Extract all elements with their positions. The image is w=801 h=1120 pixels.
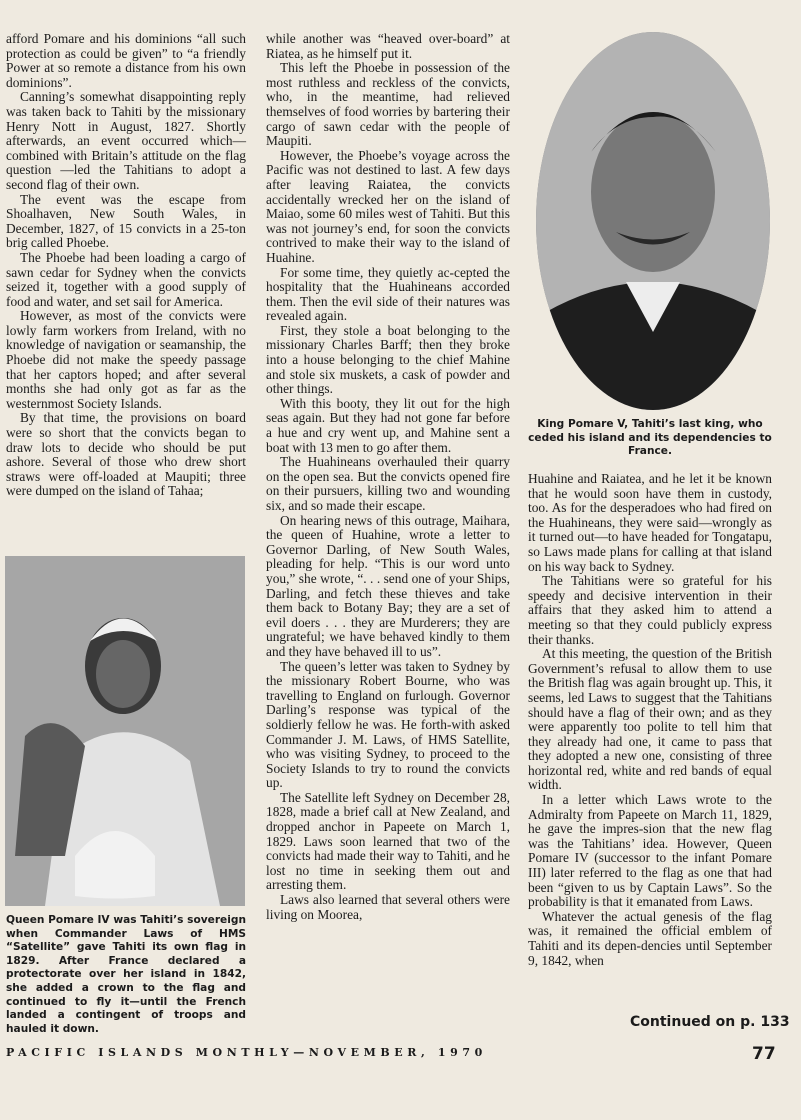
article-column-3 [528,472,772,968]
paragraph: Laws also learned that several others were living on Moorea, [266,892,510,922]
article-column-1 [6,32,246,499]
queen-pomare-iv-photo [5,556,245,906]
paragraph: The Phoebe had been loading a cargo of sawn cedar for Sydney when the convicts seized it, together with a good supply of food and water, and set sail for America. [6,249,246,309]
paragraph: The Huahineans overhauled their quarry on the open sea. But the convicts opened fire on their pursuers, killing two and wounding six, and so made their escape. [266,454,510,513]
portrait-illustration [5,556,245,906]
paragraph: At this meeting, the question of the British Government’s refusal to allow them to use the British flag was again brought up. This, it seems, led Laws to suggest that the Tahitians should have a flag of their own; and as they were apparently too polite to tell him that they already had one, it came to pass that they adopted a new one, consisting of three horizontal red, white and red bands of equal width. [528,646,772,793]
paragraph: In a letter which Laws wrote to the Admiralty from Papeete on March 11, 1829, he gave the impres-sion that the new flag was the Tahitians’ idea. However, Queen Pomare IV (successor to the infant Pomare III) later referred to the flag as one that had been “given to us by Captain Laws”. So the probability is that it emanated from Laws. [528,792,772,910]
paragraph: This left the Phoebe in possession of the most ruthless and reckless of the convicts, who, in the meantime, had relieved themselves of food worries by bartering their cargo of sawn cedar with the people of Maupiti. [266,60,510,149]
page-footer: PACIFIC ISLANDS MONTHLY—NOVEMBER, 1970 [6,1046,487,1059]
king-photo-caption: King Pomare V, Tahiti’s last king, who ceded his island and its dependencies to France. [528,418,772,458]
king-pomare-v-photo [536,32,770,410]
paragraph: The Tahitians were so grateful for his speedy and decisive intervention in their affairs that they asked him to attend a meeting so that they could publicly express their thanks. [528,573,772,647]
paragraph: However, as most of the convicts were lowly farm workers from Ireland, with no knowledge of navigation or seamanship, the Phoebe did not make the speedy passage that her captors hoped; and after several months she had only got as far as the westernmost Society Islands. [6,308,246,411]
queen-photo-caption: Queen Pomare IV was Tahiti’s sovereign when Commander Laws of HMS “Satellite” gave Tahiti its own flag in 1829. After France declared a protectorate over her island in 1842, she added a crown to the flag and continued to fly it—until the French landed a contingent of troops and hauled it down. [6,914,246,1035]
paragraph: By that time, the provisions on board were so short that the convicts began to draw lots to decide who should be put ashore. Several of those who drew short straws were off-loaded at Maupiti; three were dumped on the island of Tahaa; [6,410,246,499]
article-column-2 [266,32,510,922]
paragraph: Whatever the actual genesis of the flag was, it remained the official emblem of Tahiti and its depen-dencies until September 9, 1842, when [528,908,772,968]
paragraph: Huahine and Raiatea, and he let it be known that he would soon have them in custody, too. As for the desperadoes who had fired on the Huahineans, they were said—wrongly as it turned out—to have headed for Tongatapu, so Laws made plans for calling at that island on his way back to Sydney. [528,471,772,574]
paragraph: For some time, they quietly ac-cepted the hospitality that the Huahineans accorded them. Then the evil side of their natures was revealed again. [266,264,510,324]
paragraph: The Satellite left Sydney on December 28, 1828, made a brief call at New Zealand, and dropped anchor in Papeete on March 1, 1829. Laws soon learned that two of the convicts had made their way to Tahiti, and he lost no time in seeking them out and arresting them. [266,789,510,893]
page-number: 77 [752,1044,776,1064]
paragraph: With this booty, they lit out for the high seas again. But they had not gone far before a hue and cry went up, and Mahine sent a boat with 13 men to go after them. [266,395,510,455]
paragraph: On hearing news of this outrage, Maihara, the queen of Huahine, wrote a letter to Governor Darling, of New South Wales, pleading for help. “This is our word unto you,” she wrote, “. . . send one of your Ships, Darling, and fetch these thieves and take them back to Botany Bay; they are a set of evil doers . . . they are Murderers; they are ungrateful; we have behaved kindly to them and they have behaved ill to us”. [266,512,510,659]
paragraph: while another was “heaved over-board” at Riatea, as he himself put it. [266,31,510,61]
paragraph: However, the Phoebe’s voyage across the Pacific was not destined to last. A few days after leaving Raiatea, the convicts accidentally wrecked her on the island of Maiao, some 60 miles west of Tahiti. But this was not journey’s end, for soon the convicts contrived to make their way to the island of Huahine. [266,147,510,265]
paragraph: The queen’s letter was taken to Sydney by the missionary Robert Bourne, who was travelling to England on furlough. Governor Darling’s response was typical of the soldierly fellow he was. He forth-with asked Commander J. M. Laws, of HMS Satellite, who was visiting Sydney, to proceed to the Society Islands to try to round the convicts up. [266,658,510,791]
paragraph: First, they stole a boat belonging to the missionary Charles Barff; then they broke into a house belonging to the chief Mahine and stole six muskets, a cask of powder and other things. [266,322,510,397]
paragraph: Canning’s somewhat disappointing reply was taken back to Tahiti by the missionary Henry Nott in August, 1827. Shortly afterwards, an event occurred which—combined with Britain’s attitude on the flag question —led the Tahitians to adopt a second flag of their own. [6,89,246,192]
portrait-illustration [536,32,770,410]
paragraph: afford Pomare and his dominions “all such protection as could be given” to “a friendly Power at so remote a distance from his own dominions”. [6,31,246,90]
paragraph: The event was the escape from Shoalhaven, New South Wales, in December, 1827, of 15 convicts in a 25-ton brig called Phoebe. [6,191,246,251]
continued-note: Continued on p. 133 [630,1014,790,1030]
